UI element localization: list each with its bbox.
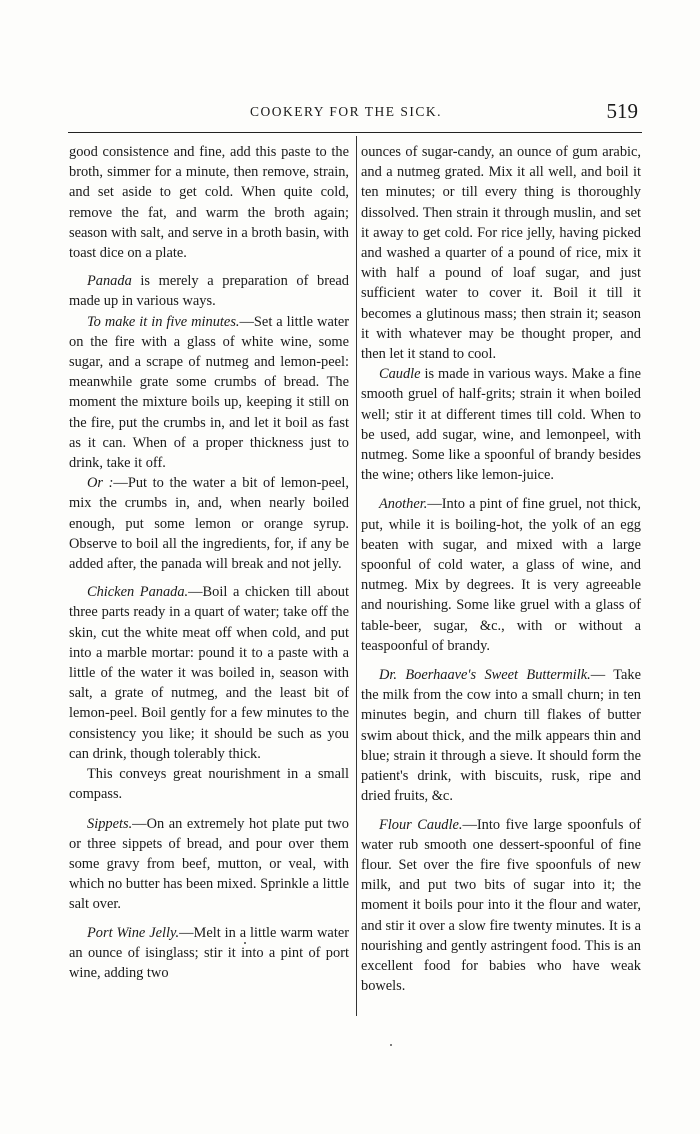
paragraph-text: —Into five large spoonfuls of water rub smooth one dessert-spoonful of fine flour. Set over the fire five spoonfuls of new milk, and put two bits of sugar into it; the moment it boils pour into it the flour and water, and stir it over a slow fire twenty minutes. It is a nourishing and gently astringent food. This is an excellent food for babies who have weak bowels. (361, 816, 641, 995)
paragraph-text: —Into a pint of fine gruel, not thick, put, while it is boiling-hot, the yolk of an egg beaten with sugar, and mixed with a large spoonful of cold water, a glass of wine, and nutmeg. Mix by degrees. It is very agreeable and nourishing. Some like gruel with a glass of table-beer, sugar, &c., with or without a teaspoonful of brandy. (361, 496, 641, 654)
paragraph-panada-or (69, 473, 349, 574)
paragraph-jelly-continued: ounces of sugar-candy, an ounce of gum arabic, and a nutmeg grated. Mix it all well, and boil it ten minutes; or till every thing is thoroughly dissolved. Then strain it through muslin, and set it away to get cold. For rice jelly, having picked and washed a quarter of a pound of rice, mix it with half a pound of loaf sugar, and just sufficient water to cover it. Boil it till it becomes a glutinous mass; then strain it; season it with whatever may be thought proper, and then let it stand to cool. (361, 144, 641, 363)
paragraph-text: is made in various ways. Make a fine smooth gruel of half-grits; strain it when boiled well; stir it at different times till cold. When to be used, add sugar, wine, and lemonpeel, with nutmeg. Some like a spoonful of brandy besides the wine; others like lemon-juice. (361, 366, 641, 484)
paragraph-caudle (361, 364, 641, 485)
recipe-title-port-wine-jelly: Port Wine Jelly. (87, 924, 180, 941)
recipe-title-sippets: Sippets. (87, 815, 133, 832)
paragraph-text: —Put to the water a bit of lemon-peel, mix the crumbs in, and, when nearly boiled enough, put some lemon or orange syrup. Observe to boil all the ingredients, for, if any be added after, the panada will break and not jelly. (69, 475, 349, 573)
paragraph-text: —Set a little water on the fire with a glass of white wine, some sugar, and a scrape of nutmeg and lemon-peel: meanwhile grate some crumbs of bread. The moment the mixture boils up, keeping it still on the fire, put the crumbs in, and let it boil as fast as it can. When of a proper thickness just to drink, take it off. (69, 313, 350, 472)
recipe-title-panada: Panada (87, 273, 132, 290)
recipe-title-buttermilk: Dr. Boerhaave's Sweet Buttermilk. (379, 667, 591, 684)
print-speck (390, 1044, 392, 1046)
left-column (69, 142, 349, 983)
paragraph-panada (69, 271, 349, 311)
paragraph-chicken-panada (69, 582, 349, 764)
recipe-title-chicken-panada: Chicken Panada. (87, 584, 189, 601)
paragraph-buttermilk (361, 665, 641, 806)
paragraph-text: —Boil a chicken till about three parts ready in a quart of water; take off the skin, cut the white meat off when cold, and put into a marble mortar: pound it to a paste with a little of the water it was boiled in, season with salt, a grate of nutmeg, and the least bit of lemon-peel. Boil gently for a few minutes to the consistency you like; it should be such as you can drink, though tolerably thick. (69, 584, 349, 762)
recipe-title-caudle: Caudle (379, 366, 421, 383)
recipe-title-or: Or : (87, 475, 114, 492)
paragraph-another (361, 494, 641, 656)
print-speck (244, 942, 246, 944)
paragraph-panada-five-minutes (69, 312, 349, 474)
paragraph-text: —Melt in a little warm water an ounce of isinglass; stir it into a pint of port wine, adding two (69, 924, 349, 981)
running-title: COOKERY FOR THE SICK. (250, 104, 443, 119)
page-number: 519 (606, 99, 638, 123)
recipe-title-five-minutes: To make it in five minutes. (87, 313, 240, 330)
paragraph-text: is merely a preparation of bread made up in various ways. (69, 273, 349, 310)
paragraph-port-wine-jelly (69, 923, 349, 984)
paragraph-broth-continued: good consistence and fine, add this paste to the broth, simmer for a minute, then remove, strain, and set aside to get cold. When quite cold, remove the fat, and warm the broth again; season with salt, and serve in a broth basin, with toast dice on a plate. (69, 144, 349, 262)
column-divider (356, 136, 357, 1016)
right-column (361, 142, 641, 996)
recipe-title-another: Another. (379, 496, 428, 513)
paragraph-flour-caudle (361, 815, 641, 997)
paragraph-text: —On an extremely hot plate put two or three sippets of bread, and pour over them some gravy from beef, mutton, or veal, with which no butter has been mixed. Sprinkle a little salt over. (69, 815, 349, 913)
paragraph-text: — Take the milk from the cow into a small churn; in ten minutes begin, and churn till flakes of butter swim about thick, and the milk appears thin and blue; strain it through a sieve. It should form the patient's drink, with biscuits, rusk, ripe and dried fruits, &c. (361, 667, 641, 805)
paragraph-nourishment: This conveys great nourishment in a small compass. (69, 766, 349, 803)
recipe-title-flour-caudle: Flour Caudle. (379, 816, 463, 833)
paragraph-sippets (69, 814, 349, 915)
header-rule (68, 132, 642, 133)
